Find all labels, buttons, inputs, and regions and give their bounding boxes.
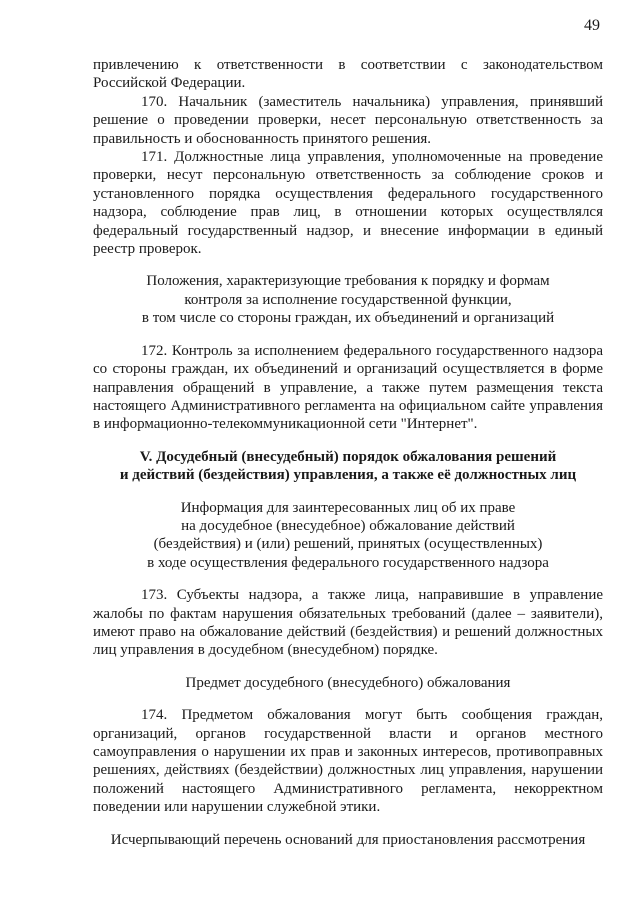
heading-line: V. Досудебный (внесудебный) порядок обжалования решений bbox=[139, 448, 557, 465]
paragraph-174: 174. Предметом обжалования могут быть сообщения граждан, организаций, органов государственной власти и органов местного самоуправления о нарушении их прав и законных интересов, противоправных решениях, действиях (бездействии) должностных лиц управления, нарушении положений настоящего Административного регламента, некорректном поведении или нарушении служебной этики. bbox=[93, 707, 603, 816]
paragraph-continuation: привлечению к ответственности в соответствии с законодательством Российской Федерации. bbox=[93, 57, 603, 92]
heading-line: контроля за исполнение государственной функции, bbox=[184, 291, 512, 308]
heading-line: в ходе осуществления федерального государственного надзора bbox=[147, 554, 549, 571]
document-body bbox=[93, 56, 603, 849]
heading-line: и действий (бездействия) управления, а также её должностных лиц bbox=[119, 467, 577, 484]
paragraph-173: 173. Субъекты надзора, а также лица, направившие в управление жалобы по фактам нарушения обязательных требований (далее – заявители), имеют право на обжалование действий (бездействия) и решений должностных лиц управления в досудебном (внесудебном) порядке. bbox=[93, 587, 603, 659]
heading-line: Положения, характеризующие требования к порядку и формам bbox=[146, 273, 550, 290]
heading-line: на досудебное (внесудебное) обжалование действий bbox=[181, 517, 515, 534]
heading-information bbox=[93, 499, 603, 573]
section-v-title bbox=[93, 448, 603, 485]
heading-subject: Предмет досудебного (внесудебного) обжалования bbox=[185, 674, 511, 691]
paragraph-171: 171. Должностные лица управления, уполномоченные на проведение проверки, несут персональную ответственность за соблюдение сроков и установленного порядка осуществления федерального государственного надзора, соблюдение прав лиц, в отношении которых осуществлялся федеральный государственный надзор, и внесение информации в единый реестр проверок. bbox=[93, 149, 603, 258]
heading-grounds: Исчерпывающий перечень оснований для приостановления рассмотрения bbox=[110, 831, 586, 848]
heading-line: в том числе со стороны граждан, их объединений и организаций bbox=[141, 310, 555, 327]
heading-line: Информация для заинтересованных лиц об их праве bbox=[180, 499, 516, 516]
heading-line: (бездействия) и (или) решений, принятых (осуществленных) bbox=[153, 536, 543, 553]
heading-control-requirements bbox=[93, 272, 603, 327]
paragraph-172: 172. Контроль за исполнением федерального государственного надзора со стороны граждан, их объединений и организаций осуществляется в форме направления обращений в управление, а также путем размещения текста настоящего Административного регламента на официальном сайте управления в информационно-телекоммуникационной сети "Интернет". bbox=[93, 342, 603, 433]
page-number: 49 bbox=[584, 17, 600, 34]
paragraph-170: 170. Начальник (заместитель начальника) управления, принявший решение о проведении проверки, несет персональную ответственность за правильность и обоснованность принятого решения. bbox=[93, 93, 603, 147]
